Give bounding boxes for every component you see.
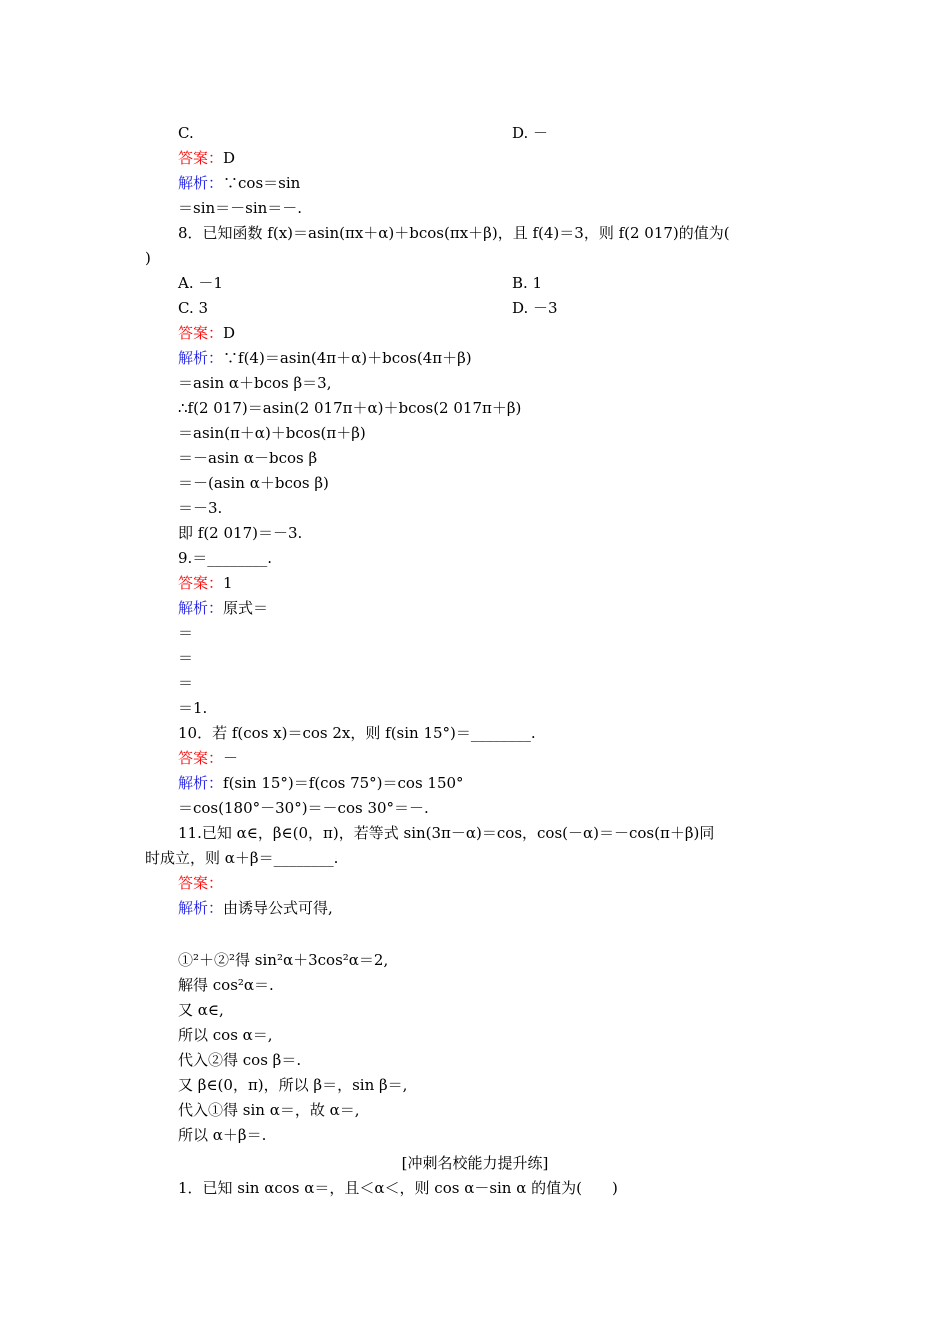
answer-label: 答案： bbox=[178, 749, 224, 767]
q7-explanation-2: ＝sin＝－sin＝－. bbox=[178, 199, 303, 217]
q8-step: ∴f(2 017)＝asin(2 017π＋α)＋bcos(2 017π＋β) bbox=[178, 399, 522, 417]
q8-option-a: A. －1 bbox=[178, 274, 223, 292]
q11-explanation-1: 由诱导公式可得, bbox=[223, 899, 333, 917]
q8-option-c: C. 3 bbox=[178, 299, 209, 317]
explanation-label: 解析： bbox=[178, 349, 224, 367]
q8-answer-line bbox=[178, 323, 235, 343]
q11-step: 所以 cos α＝, bbox=[178, 1026, 273, 1044]
q7-explanation-1: ∵cos＝sin bbox=[223, 174, 301, 192]
q7-answer-line bbox=[178, 148, 235, 168]
answer-label: 答案： bbox=[178, 324, 224, 342]
q9-step: ＝ bbox=[178, 649, 194, 667]
q11-stem-1: 11.已知 α∈，β∈(0，π)，若等式 sin(3π－α)＝cos，cos(－α)＝－cos(π＋β)同 bbox=[178, 824, 715, 842]
q7-answer: D bbox=[223, 149, 236, 167]
q11-explanation-line bbox=[178, 898, 333, 918]
q9-answer: 1 bbox=[223, 574, 233, 592]
q9-answer-line bbox=[178, 573, 233, 593]
q8-explanation-line bbox=[178, 348, 472, 368]
q8-option-d: D. －3 bbox=[512, 299, 558, 317]
section-title: [冲刺名校能力提升练] bbox=[401, 1154, 549, 1172]
q10-answer: － bbox=[223, 749, 239, 767]
q9-step: ＝1. bbox=[178, 699, 208, 717]
q8-step: ＝asin α＋bcos β＝3, bbox=[178, 374, 332, 392]
q9-explanation-1: 原式＝ bbox=[223, 599, 269, 617]
q8-step: ＝－3. bbox=[178, 499, 223, 517]
q11-answer-line bbox=[178, 873, 223, 893]
explanation-label: 解析： bbox=[178, 599, 224, 617]
q8-step: ＝－(asin α＋bcos β) bbox=[178, 474, 329, 492]
q8-stem-1: 8．已知函数 f(x)＝asin(πx＋α)＋bcos(πx＋β)，且 f(4)＝3，则 f(2 017)的值为( bbox=[178, 224, 730, 242]
q8-step: 即 f(2 017)＝－3. bbox=[178, 524, 303, 542]
q11-step: 代入②得 cos β＝. bbox=[178, 1051, 302, 1069]
q10-stem: 10．若 f(cos x)＝cos 2x，则 f(sin 15°)＝________. bbox=[178, 724, 536, 742]
q9-stem: 9.＝________. bbox=[178, 549, 273, 567]
q8-explanation-1: ∵f(4)＝asin(4π＋α)＋bcos(4π＋β) bbox=[223, 349, 472, 367]
q7-explanation-line bbox=[178, 173, 300, 193]
q11-step: ①²＋②²得 sin²α＋3cos²α＝2, bbox=[178, 951, 389, 969]
q11-step: 代入①得 sin α＝，故 α＝, bbox=[178, 1101, 360, 1119]
q10-explanation-2: ＝cos(180°－30°)＝－cos 30°＝－. bbox=[178, 799, 429, 817]
q7-option-d: D. － bbox=[512, 124, 549, 142]
q8-answer: D bbox=[223, 324, 236, 342]
q9-step: ＝ bbox=[178, 624, 194, 642]
explanation-label: 解析： bbox=[178, 774, 224, 792]
answer-label: 答案： bbox=[178, 874, 224, 892]
q10-explanation-line bbox=[178, 773, 464, 793]
p1-stem: 1．已知 sin αcos α＝，且＜α＜，则 cos α－sin α 的值为( ) bbox=[178, 1179, 618, 1197]
q7-option-c: C. bbox=[178, 124, 194, 142]
q8-option-b: B. 1 bbox=[512, 274, 543, 292]
q8-step: ＝－asin α－bcos β bbox=[178, 449, 318, 467]
q9-step: ＝ bbox=[178, 674, 194, 692]
q11-step: 所以 α＋β＝. bbox=[178, 1126, 267, 1144]
explanation-label: 解析： bbox=[178, 174, 224, 192]
q11-step: 又 α∈, bbox=[178, 1001, 224, 1019]
answer-label: 答案： bbox=[178, 574, 224, 592]
q10-explanation-1: f(sin 15°)＝f(cos 75°)＝cos 150° bbox=[223, 774, 464, 792]
answer-label: 答案： bbox=[178, 149, 224, 167]
explanation-label: 解析： bbox=[178, 899, 224, 917]
q8-step: ＝asin(π＋α)＋bcos(π＋β) bbox=[178, 424, 366, 442]
q9-explanation-line bbox=[178, 598, 268, 618]
q10-answer-line bbox=[178, 748, 238, 768]
q11-stem-2: 时成立，则 α＋β＝________. bbox=[145, 849, 339, 867]
q11-step: 解得 cos²α＝. bbox=[178, 976, 274, 994]
q8-stem-2: ) bbox=[145, 249, 151, 267]
q11-step: 又 β∈(0，π)，所以 β＝，sin β＝, bbox=[178, 1076, 408, 1094]
